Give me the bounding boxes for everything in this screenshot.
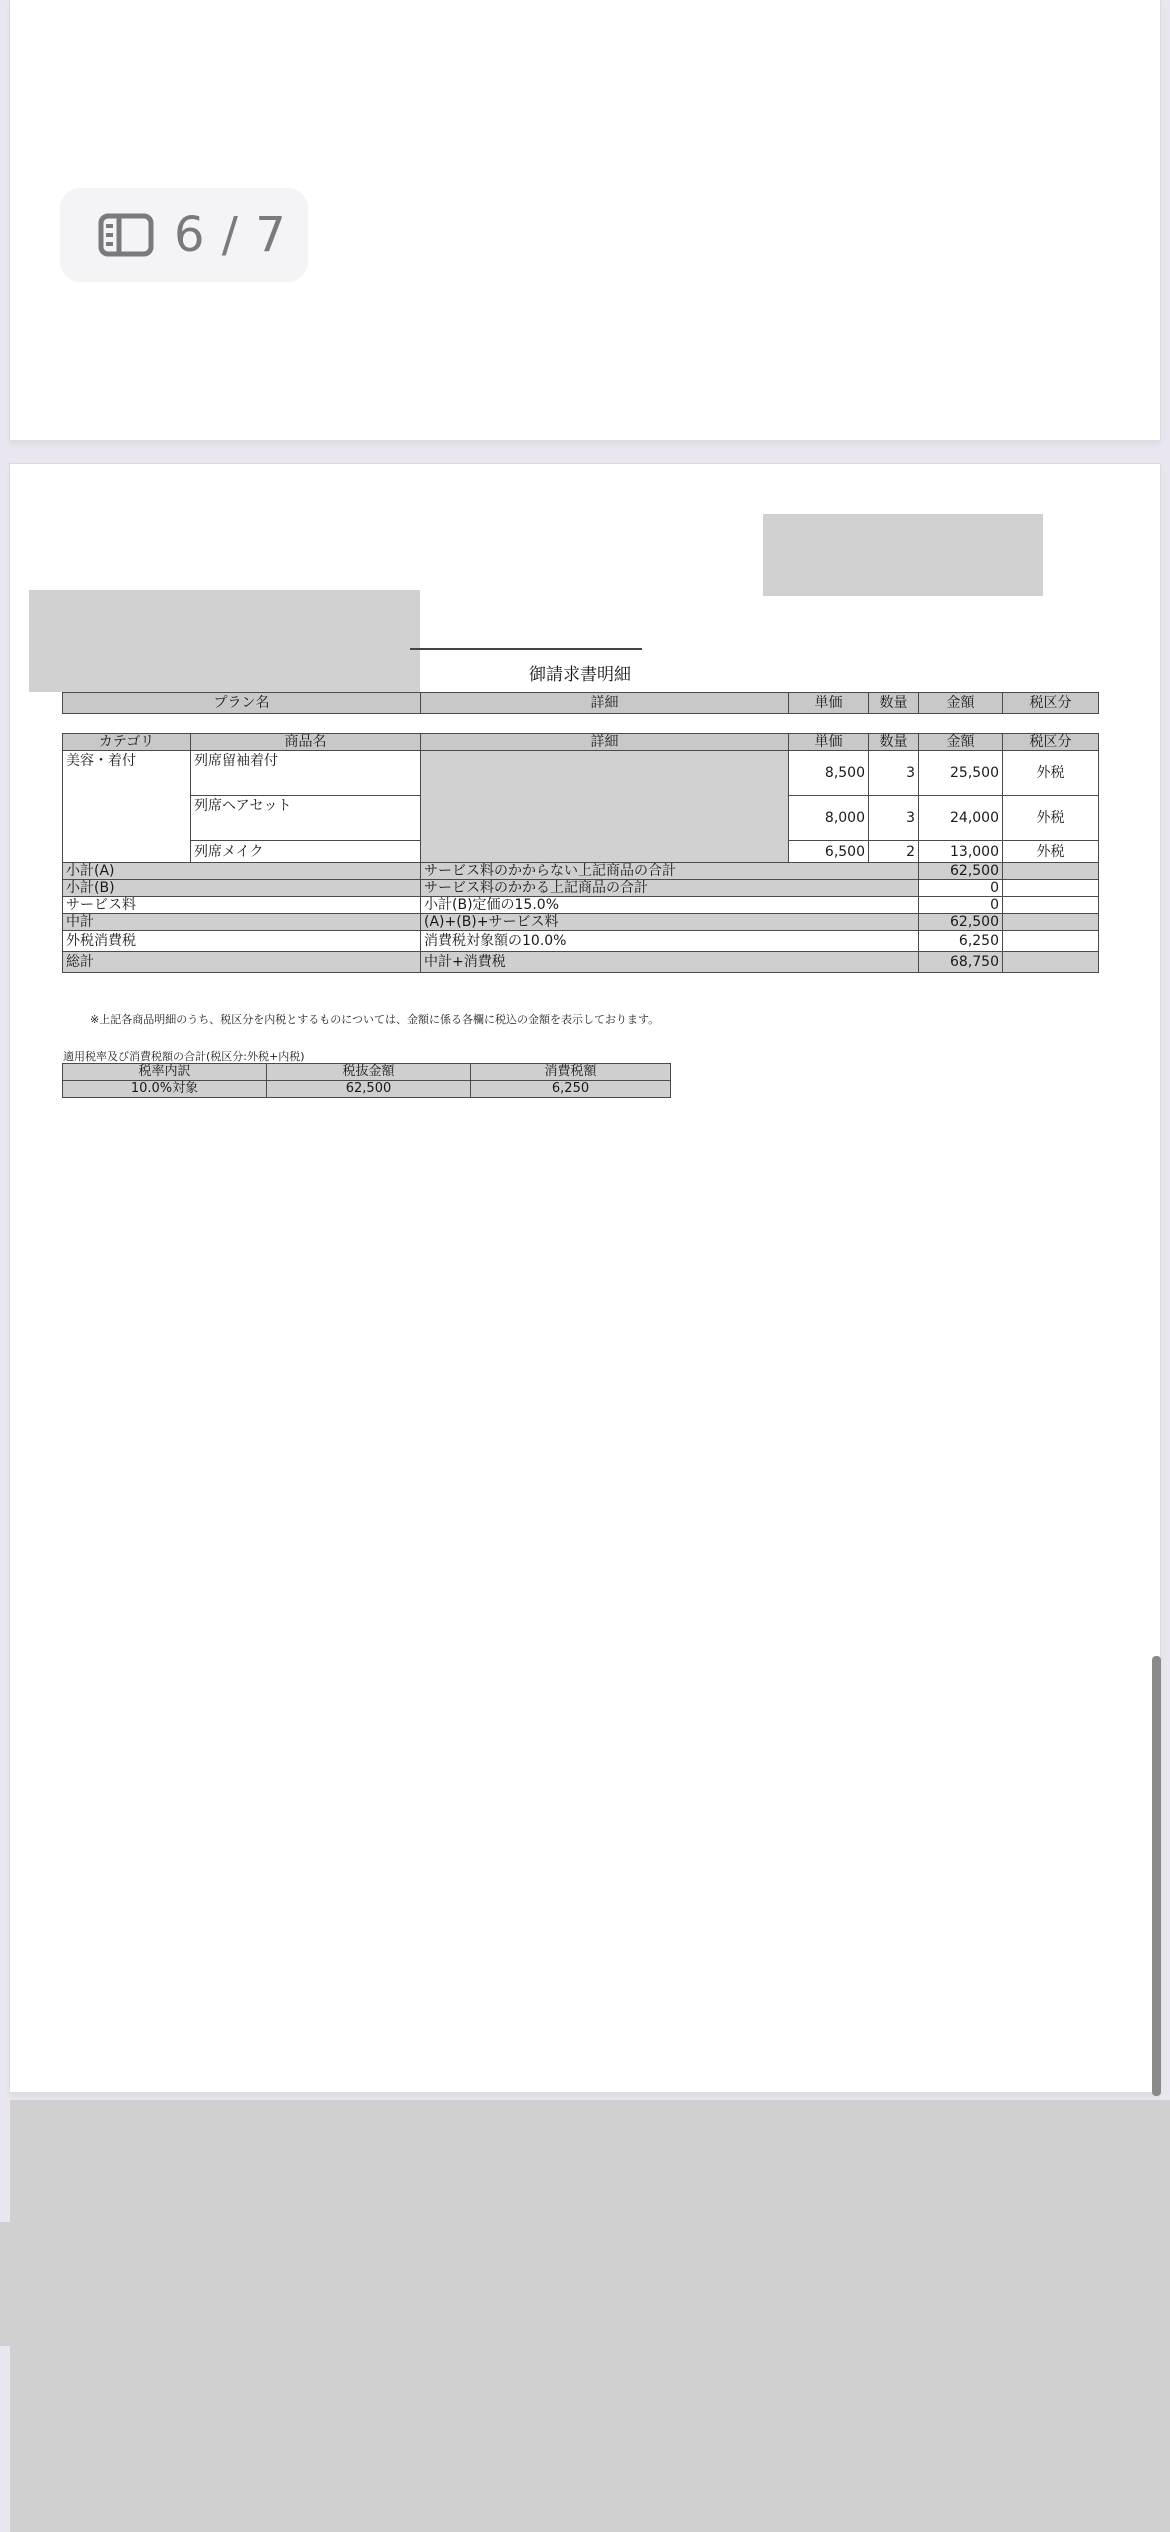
summary-empty: [1003, 914, 1099, 931]
summary-label: 総計: [63, 952, 421, 973]
page-counter-text: 6 / 7: [174, 207, 287, 263]
redacted-block: [29, 590, 420, 692]
summary-amount: 62,500: [919, 914, 1003, 931]
header-tax-class: 税区分: [1003, 693, 1099, 714]
summary-row: [63, 863, 1099, 880]
summary-amount: 6,250: [919, 931, 1003, 952]
tax-class-cell: 外税: [1003, 796, 1099, 841]
header-unit-price: 単価: [789, 734, 869, 751]
summary-label: サービス料: [63, 897, 421, 914]
summary-row: [63, 931, 1099, 952]
title-rule: [410, 648, 642, 650]
header-detail: 詳細: [421, 693, 789, 714]
summary-row: [63, 897, 1099, 914]
summary-desc: サービス料のかかる上記商品の合計: [421, 880, 919, 897]
redacted-block: [763, 514, 1043, 596]
tax-cell: 6,250: [471, 1081, 671, 1098]
summary-label: 中計: [63, 914, 421, 931]
page-counter[interactable]: [60, 188, 308, 282]
summary-label: 小計(A): [63, 863, 421, 880]
tax-summary-table: [62, 1063, 671, 1098]
items-header-row: [63, 734, 1099, 751]
summary-desc: (A)+(B)+サービス料: [421, 914, 919, 931]
document-title: 御請求書明細: [529, 665, 631, 685]
header-category: カテゴリ: [63, 734, 191, 751]
plan-header-row: [63, 693, 1099, 714]
header-tax-class: 税区分: [1003, 734, 1099, 751]
table-row: [63, 751, 1099, 796]
summary-amount: 0: [919, 897, 1003, 914]
unit-price-cell: 8,000: [789, 796, 869, 841]
header-taxable: 税抜金額: [267, 1064, 471, 1081]
product-name-cell: 列席ヘアセット: [191, 796, 421, 841]
amount-cell: 25,500: [919, 751, 1003, 796]
summary-desc: 消費税対象額の10.0%: [421, 931, 919, 952]
summary-label: 外税消費税: [63, 931, 421, 952]
header-amount: 金額: [919, 734, 1003, 751]
scrollbar[interactable]: [1152, 1656, 1161, 2096]
summary-empty: [1003, 952, 1099, 973]
summary-desc: サービス料のかからない上記商品の合計: [421, 863, 919, 880]
header-amount: 金額: [919, 693, 1003, 714]
product-name-cell: 列席留袖着付: [191, 751, 421, 796]
tax-header-row: [63, 1064, 671, 1081]
tax-class-cell: 外税: [1003, 841, 1099, 863]
redacted-block: [10, 2100, 1170, 2532]
table-row: [63, 1081, 671, 1098]
summary-amount: 0: [919, 880, 1003, 897]
header-tax: 消費税額: [471, 1064, 671, 1081]
summary-amount: 62,500: [919, 863, 1003, 880]
category-cell: 美容・着付: [63, 751, 191, 863]
header-rate: 税率内訳: [63, 1064, 267, 1081]
header-unit-price: 単価: [789, 693, 869, 714]
unit-price-cell: 6,500: [789, 841, 869, 863]
sidebar-icon: [98, 213, 154, 257]
header-quantity: 数量: [869, 734, 919, 751]
quantity-cell: 2: [869, 841, 919, 863]
header-quantity: 数量: [869, 693, 919, 714]
amount-cell: 24,000: [919, 796, 1003, 841]
header-detail: 詳細: [421, 734, 789, 751]
summary-empty: [1003, 931, 1099, 952]
summary-desc: 中計+消費税: [421, 952, 919, 973]
summary-row: [63, 952, 1099, 973]
quantity-cell: 3: [869, 751, 919, 796]
rate-cell: 10.0%対象: [63, 1081, 267, 1098]
previous-page: [10, 0, 1160, 440]
summary-label: 小計(B): [63, 880, 421, 897]
header-plan-name: プラン名: [63, 693, 421, 714]
taxable-cell: 62,500: [267, 1081, 471, 1098]
tax-summary-title: 適用税率及び消費税額の合計(税区分:外税+内税): [63, 1050, 305, 1063]
tax-class-cell: 外税: [1003, 751, 1099, 796]
items-table: [62, 733, 1099, 973]
summary-row: [63, 880, 1099, 897]
summary-amount: 68,750: [919, 952, 1003, 973]
header-product-name: 商品名: [191, 734, 421, 751]
product-name-cell: 列席メイク: [191, 841, 421, 863]
summary-empty: [1003, 863, 1099, 880]
summary-empty: [1003, 897, 1099, 914]
unit-price-cell: 8,500: [789, 751, 869, 796]
amount-cell: 13,000: [919, 841, 1003, 863]
plan-table: [62, 692, 1099, 714]
summary-desc: 小計(B)定価の15.0%: [421, 897, 919, 914]
summary-row: [63, 914, 1099, 931]
redacted-detail: [421, 751, 789, 863]
tax-note: ※上記各商品明細のうち、税区分を内税とするものについては、金額に係る各欄に税込の金額を表示しております。: [90, 1013, 660, 1026]
summary-empty: [1003, 880, 1099, 897]
quantity-cell: 3: [869, 796, 919, 841]
